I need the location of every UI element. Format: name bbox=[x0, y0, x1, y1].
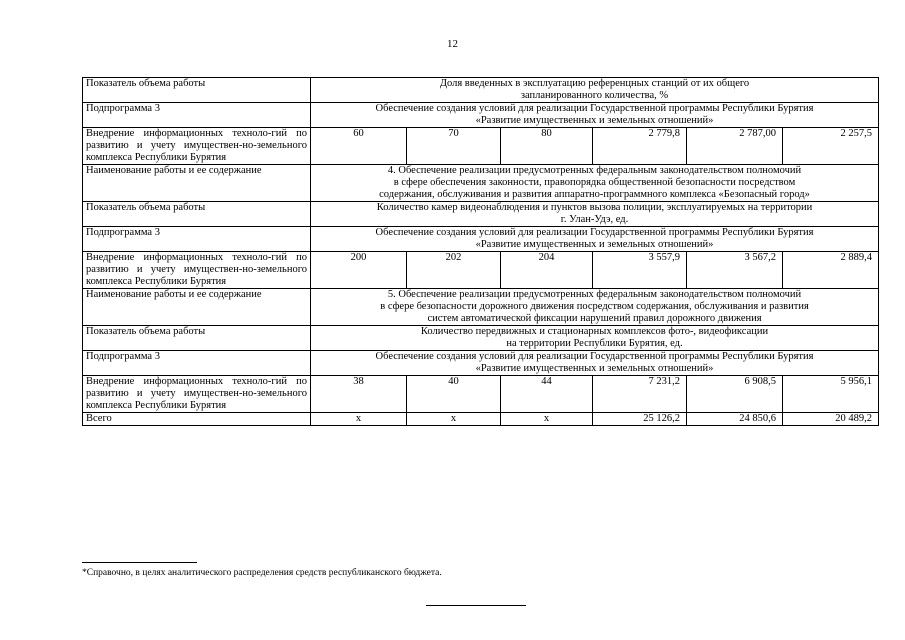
value-cell: 60 bbox=[311, 128, 407, 165]
row-label: Подпрограмма 3 bbox=[83, 351, 311, 376]
row-label: Подпрограмма 3 bbox=[83, 103, 311, 128]
row-description: 5. Обеспечение реализации предусмотренных федеральным законодательством полномочий в сфере безопасности дорожного движения посредством содержания, обслуживания и развития систем автоматической фиксации нарушений правил дорожного движения bbox=[311, 289, 879, 326]
value-cell: 2 257,5 bbox=[783, 128, 879, 165]
total-row bbox=[83, 413, 879, 426]
value-cell: х bbox=[501, 413, 593, 426]
value-cell: х bbox=[311, 413, 407, 426]
row-description: Количество камер видеонаблюдения и пунктов вызова полиции, эксплуатируемых на территории г. Улан-Удэ, ед. bbox=[311, 202, 879, 227]
value-cell: 40 bbox=[407, 376, 501, 413]
value-cell: 2 889,4 bbox=[783, 252, 879, 289]
value-cell: 3 567,2 bbox=[687, 252, 783, 289]
work-volume-table bbox=[82, 77, 879, 426]
row-description: Количество передвижных и стационарных комплексов фото-, видеофиксации на территории Республики Бурятия, ед. bbox=[311, 326, 879, 351]
table-row bbox=[83, 128, 879, 165]
page-number: 12 bbox=[447, 38, 458, 50]
row-label: Наименование работы и ее содержание bbox=[83, 165, 311, 202]
row-description: Обеспечение создания условий для реализации Государственной программы Республики Бурятия «Развитие имущественных и земельных отношений» bbox=[311, 103, 879, 128]
value-cell: 5 956,1 bbox=[783, 376, 879, 413]
value-cell: 3 557,9 bbox=[593, 252, 687, 289]
value-cell: 202 bbox=[407, 252, 501, 289]
page-end-divider bbox=[426, 605, 526, 606]
value-cell: 200 bbox=[311, 252, 407, 289]
value-cell: 2 787,00 bbox=[687, 128, 783, 165]
value-cell: 80 bbox=[501, 128, 593, 165]
row-description: Обеспечение создания условий для реализации Государственной программы Республики Бурятия «Развитие имущественных и земельных отношений» bbox=[311, 351, 879, 376]
value-cell: 70 bbox=[407, 128, 501, 165]
row-label: Подпрограмма 3 bbox=[83, 227, 311, 252]
table-row bbox=[83, 103, 879, 128]
row-description: 4. Обеспечение реализации предусмотренных федеральным законодательством полномочий в сфере обеспечения законности, правопорядка общественной безопасности посредством содержания, обслуживания и развития аппаратно-программного комплекса «Безопасный город» bbox=[311, 165, 879, 202]
row-label: Показатель объема работы bbox=[83, 202, 311, 227]
table-row bbox=[83, 202, 879, 227]
value-cell: 7 231,2 bbox=[593, 376, 687, 413]
value-cell: 2 779,8 bbox=[593, 128, 687, 165]
row-label: Внедрение информационных техноло-гий по развитию и учету имуществен-но-земельного комплекса Республики Бурятия bbox=[83, 252, 311, 289]
row-label: Показатель объема работы bbox=[83, 326, 311, 351]
table-row bbox=[83, 252, 879, 289]
table-row bbox=[83, 165, 879, 202]
table-row bbox=[83, 376, 879, 413]
table-row bbox=[83, 78, 879, 103]
row-label: Наименование работы и ее содержание bbox=[83, 289, 311, 326]
value-cell: 204 bbox=[501, 252, 593, 289]
table-row bbox=[83, 227, 879, 252]
value-cell: 44 bbox=[501, 376, 593, 413]
table-row bbox=[83, 351, 879, 376]
row-description: Доля введенных в эксплуатацию референцных станций от их общего запланированного количества, % bbox=[311, 78, 879, 103]
value-cell: 24 850,6 bbox=[687, 413, 783, 426]
row-label: Внедрение информационных техноло-гий по развитию и учету имуществен-но-земельного комплекса Республики Бурятия bbox=[83, 128, 311, 165]
value-cell: х bbox=[407, 413, 501, 426]
row-label: Всего bbox=[83, 413, 311, 426]
row-label: Показатель объема работы bbox=[83, 78, 311, 103]
row-label: Внедрение информационных техноло-гий по развитию и учету имуществен-но-земельного комплекса Республики Бурятия bbox=[83, 376, 311, 413]
row-description: Обеспечение создания условий для реализации Государственной программы Республики Бурятия «Развитие имущественных и земельных отношений» bbox=[311, 227, 879, 252]
table-row bbox=[83, 289, 879, 326]
value-cell: 38 bbox=[311, 376, 407, 413]
value-cell: 25 126,2 bbox=[593, 413, 687, 426]
footnote-divider bbox=[82, 562, 197, 563]
footnote: *Справочно, в целях аналитического распределения средств республиканского бюджета. bbox=[82, 568, 442, 578]
table-row bbox=[83, 326, 879, 351]
value-cell: 6 908,5 bbox=[687, 376, 783, 413]
value-cell: 20 489,2 bbox=[783, 413, 879, 426]
